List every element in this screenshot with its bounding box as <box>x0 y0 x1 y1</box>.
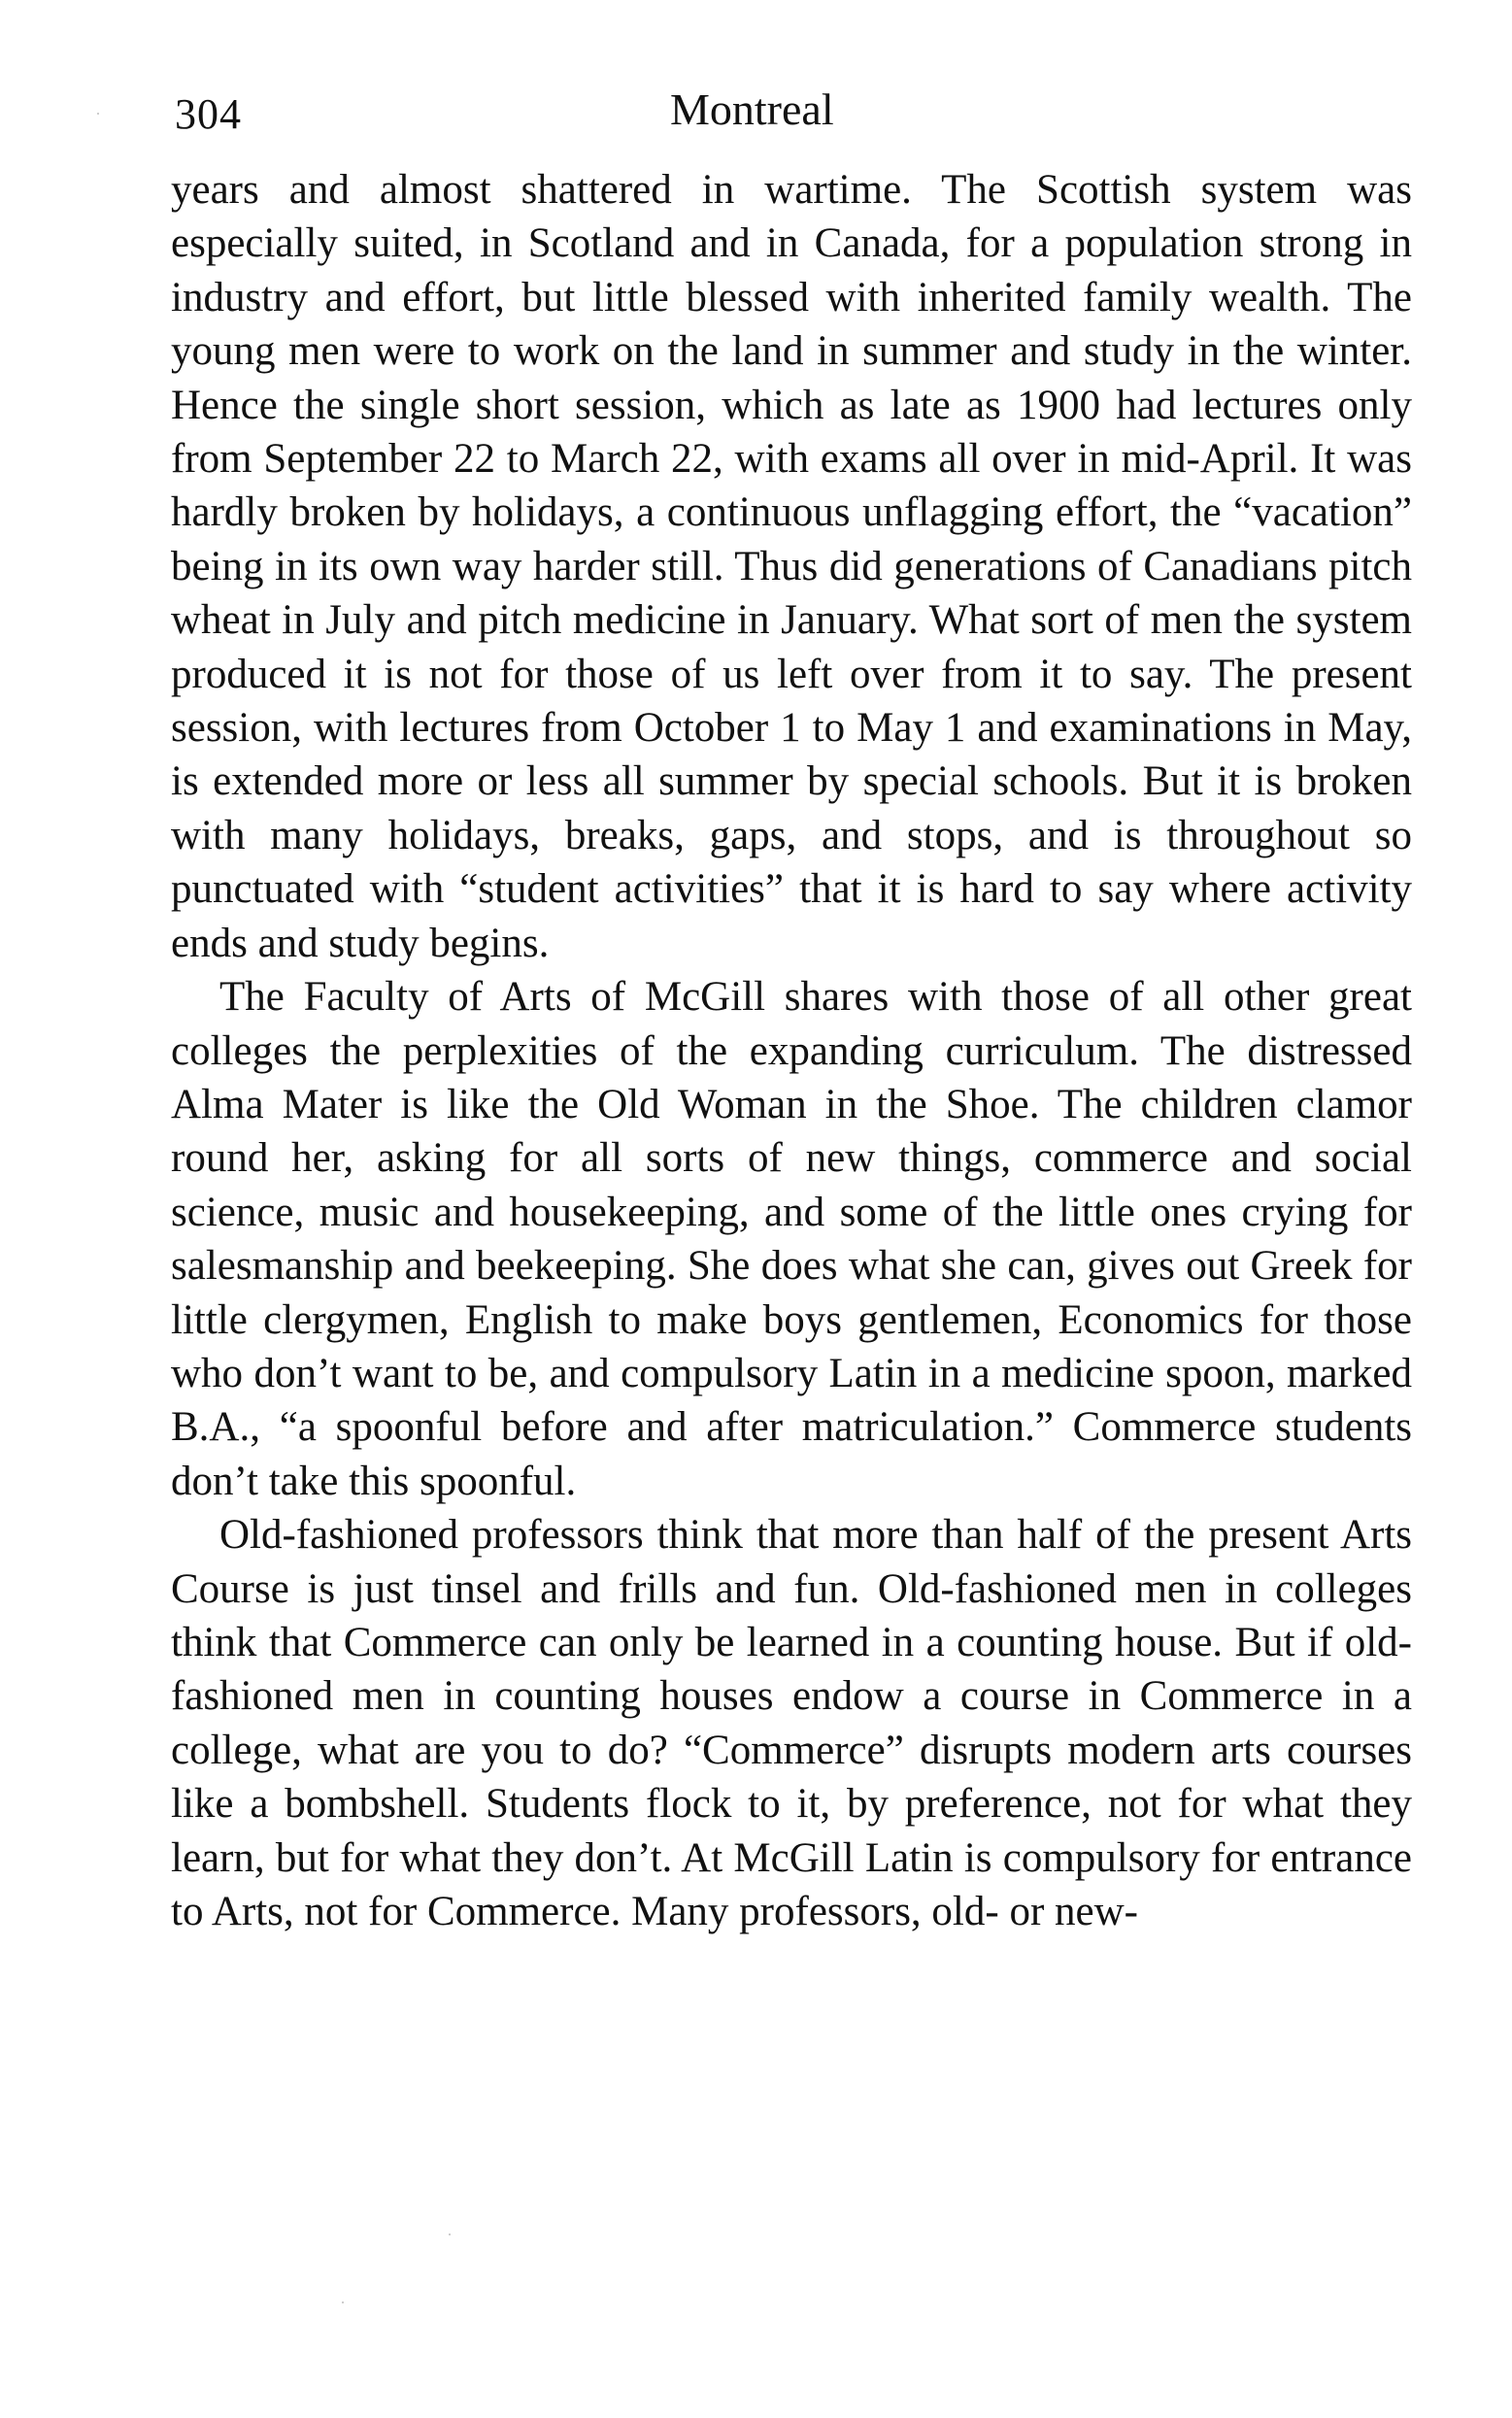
paragraph-2: The Faculty of Arts of McGill shares with those of all other great colleges the perplexities of the expanding curriculum. The distressed Alma Mater is like the Old Woman in the Shoe. The children clamor round her, asking for all sorts of new things, commerce and social science, music and housekeeping, and some of the little ones crying for salesmanship and beekeeping. She does what she can, gives out Greek for little clergymen, English to make boys gentlemen, Economics for those who don’t want to be, and compulsory Latin in a medicine spoon, marked B.A., “a spoonful before and after matriculation.” Commerce students don’t take this spoonful. <box>171 974 1412 1504</box>
body-text <box>171 163 1412 1938</box>
paragraph-3: Old-fashioned professors think that more than half of the present Arts Course is just tinsel and frills and fun. Old-fashioned men in colleges think that Commerce can only be learned in a counting house. But if old-fashioned men in counting houses endow a course in Commerce in a college, what are you to do? “Commerce” disrupts modern arts courses like a bombshell. Students flock to it, by preference, not for what they learn, but for what they don’t. At McGill Latin is compulsory for entrance to Arts, not for Commerce. Many professors, old- or new- <box>171 1512 1412 1934</box>
paper-speck <box>342 2301 344 2303</box>
paper-speck <box>97 113 99 115</box>
running-title: Montreal <box>670 84 834 134</box>
paragraph-1: years and almost shattered in wartime. The Scottish system was especially suited, in Scotland and in Canada, for a population strong in industry and effort, but little blessed with inherited family wealth. The young men were to work on the land in summer and study in the winter. Hence the single short session, which as late as 1900 had lectures only from September 22 to March 22, with exams all over in mid-April. It was hardly broken by holidays, a continuous unflagging effort, the “vacation” being in its own way harder still. Thus did generations of Canadians pitch wheat in July and pitch medicine in January. What sort of men the system produced it is not for those of us left over from it to say. The present session, with lectures from October 1 to May 1 and examinations in May, is extended more or less all summer by special schools. But it is broken with many holidays, breaks, gaps, and stops, and is throughout so punctuated with “student activities” that it is hard to say where activity ends and study begins. <box>171 167 1412 966</box>
running-head <box>175 84 1408 157</box>
paper-speck <box>449 2233 451 2235</box>
page-number: 304 <box>175 90 242 138</box>
